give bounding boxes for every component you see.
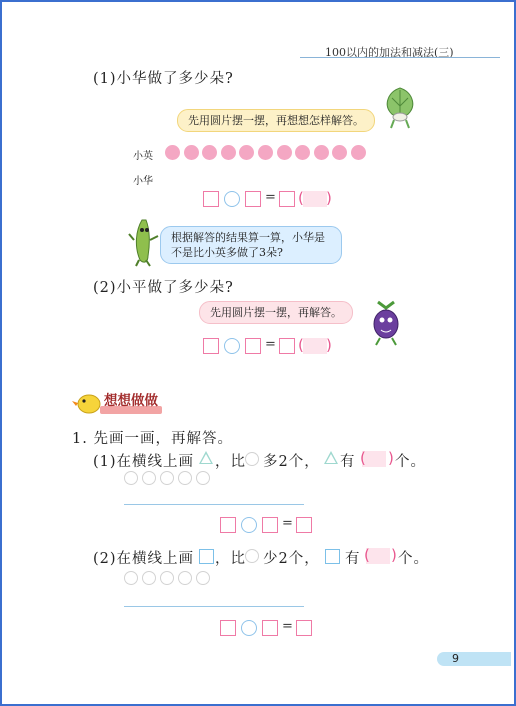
counter-dot bbox=[258, 145, 273, 160]
answer-square[interactable] bbox=[279, 191, 295, 207]
paren-left: ( bbox=[298, 189, 304, 207]
sub-2-part-e: 个。 bbox=[398, 551, 429, 567]
header-rule bbox=[300, 57, 500, 58]
square-icon bbox=[325, 549, 340, 564]
counter-dot bbox=[314, 145, 329, 160]
chick-icon bbox=[72, 391, 102, 415]
sub-1-part-d: 有 bbox=[340, 454, 356, 470]
sub-1-part-a: (1)在横线上画 bbox=[93, 454, 195, 470]
answer-square[interactable] bbox=[262, 620, 278, 636]
triangle-icon bbox=[324, 451, 338, 464]
answer-square[interactable] bbox=[203, 338, 219, 354]
question-2: (2)小平做了多少朵? bbox=[93, 280, 234, 296]
row-label-xiaohua: 小华 bbox=[133, 176, 153, 187]
answer-square[interactable] bbox=[296, 620, 312, 636]
square-icon bbox=[199, 549, 214, 564]
triangle-icon bbox=[199, 451, 213, 464]
section-title: 想想做做 bbox=[104, 393, 158, 409]
answer-square[interactable] bbox=[279, 338, 295, 354]
sub-2-part-a: (2)在横线上画 bbox=[93, 551, 195, 567]
row-label-xiaoying: 小英 bbox=[133, 151, 153, 162]
paren-left: ( bbox=[364, 546, 370, 564]
counter-dot bbox=[221, 145, 236, 160]
bean-character-icon bbox=[128, 216, 162, 268]
page-number-tab bbox=[437, 652, 511, 666]
equals-sign: = bbox=[282, 619, 293, 634]
sub-1-part-c: 多2个， bbox=[263, 454, 320, 470]
sub-2-part-b: ，比 bbox=[215, 551, 246, 567]
paren-right: ) bbox=[391, 546, 397, 564]
hint-bubble-3: 先用圆片摆一摆，再解答。 bbox=[199, 301, 353, 324]
operator-circle[interactable] bbox=[224, 191, 240, 207]
answer-square[interactable] bbox=[245, 191, 261, 207]
answer-square[interactable] bbox=[245, 338, 261, 354]
hint-bubble-1: 先用圆片摆一摆，再想想怎样解答。 bbox=[177, 109, 375, 132]
paren-right: ) bbox=[388, 449, 394, 467]
answer-square[interactable] bbox=[203, 191, 219, 207]
operator-circle[interactable] bbox=[224, 338, 240, 354]
cabbage-character-icon bbox=[380, 84, 420, 130]
answer-square[interactable] bbox=[296, 517, 312, 533]
exercise-1-title: 1. 先画一画，再解答。 bbox=[72, 431, 233, 447]
counter-dot bbox=[351, 145, 366, 160]
paren-left: ( bbox=[360, 449, 366, 467]
paren-right: ) bbox=[326, 189, 332, 207]
answer-square[interactable] bbox=[220, 620, 236, 636]
eggplant-character-icon bbox=[366, 298, 406, 346]
hint-bubble-2: 根据解答的结果算一算，小华是不是比小英多做了3朵? bbox=[160, 226, 342, 264]
circle-icon bbox=[245, 452, 259, 466]
sub-1-part-e: 个。 bbox=[395, 454, 426, 470]
unit-box[interactable] bbox=[303, 338, 327, 354]
operator-circle[interactable] bbox=[241, 517, 257, 533]
paren-left: ( bbox=[298, 336, 304, 354]
equals-sign: = bbox=[282, 516, 293, 531]
page-header: 100以内的加法和减法(三) bbox=[325, 46, 454, 59]
answer-square[interactable] bbox=[262, 517, 278, 533]
drawing-line[interactable] bbox=[124, 606, 304, 607]
answer-square[interactable] bbox=[220, 517, 236, 533]
circle-icon bbox=[245, 549, 259, 563]
counter-dot bbox=[165, 145, 180, 160]
unit-box[interactable] bbox=[303, 191, 327, 207]
question-1: (1)小华做了多少朵? bbox=[93, 71, 234, 87]
equals-sign: = bbox=[265, 190, 276, 205]
sub-2-part-d: 有 bbox=[345, 551, 361, 567]
equals-sign: = bbox=[265, 337, 276, 352]
paren-right: ) bbox=[326, 336, 332, 354]
counter-dot bbox=[184, 145, 199, 160]
operator-circle[interactable] bbox=[241, 620, 257, 636]
sub-1-part-b: ，比 bbox=[215, 454, 246, 470]
page-number: 9 bbox=[452, 652, 459, 665]
drawing-line[interactable] bbox=[124, 504, 304, 505]
sub-2-part-c: 少2个， bbox=[263, 551, 320, 567]
counter-dot bbox=[277, 145, 292, 160]
